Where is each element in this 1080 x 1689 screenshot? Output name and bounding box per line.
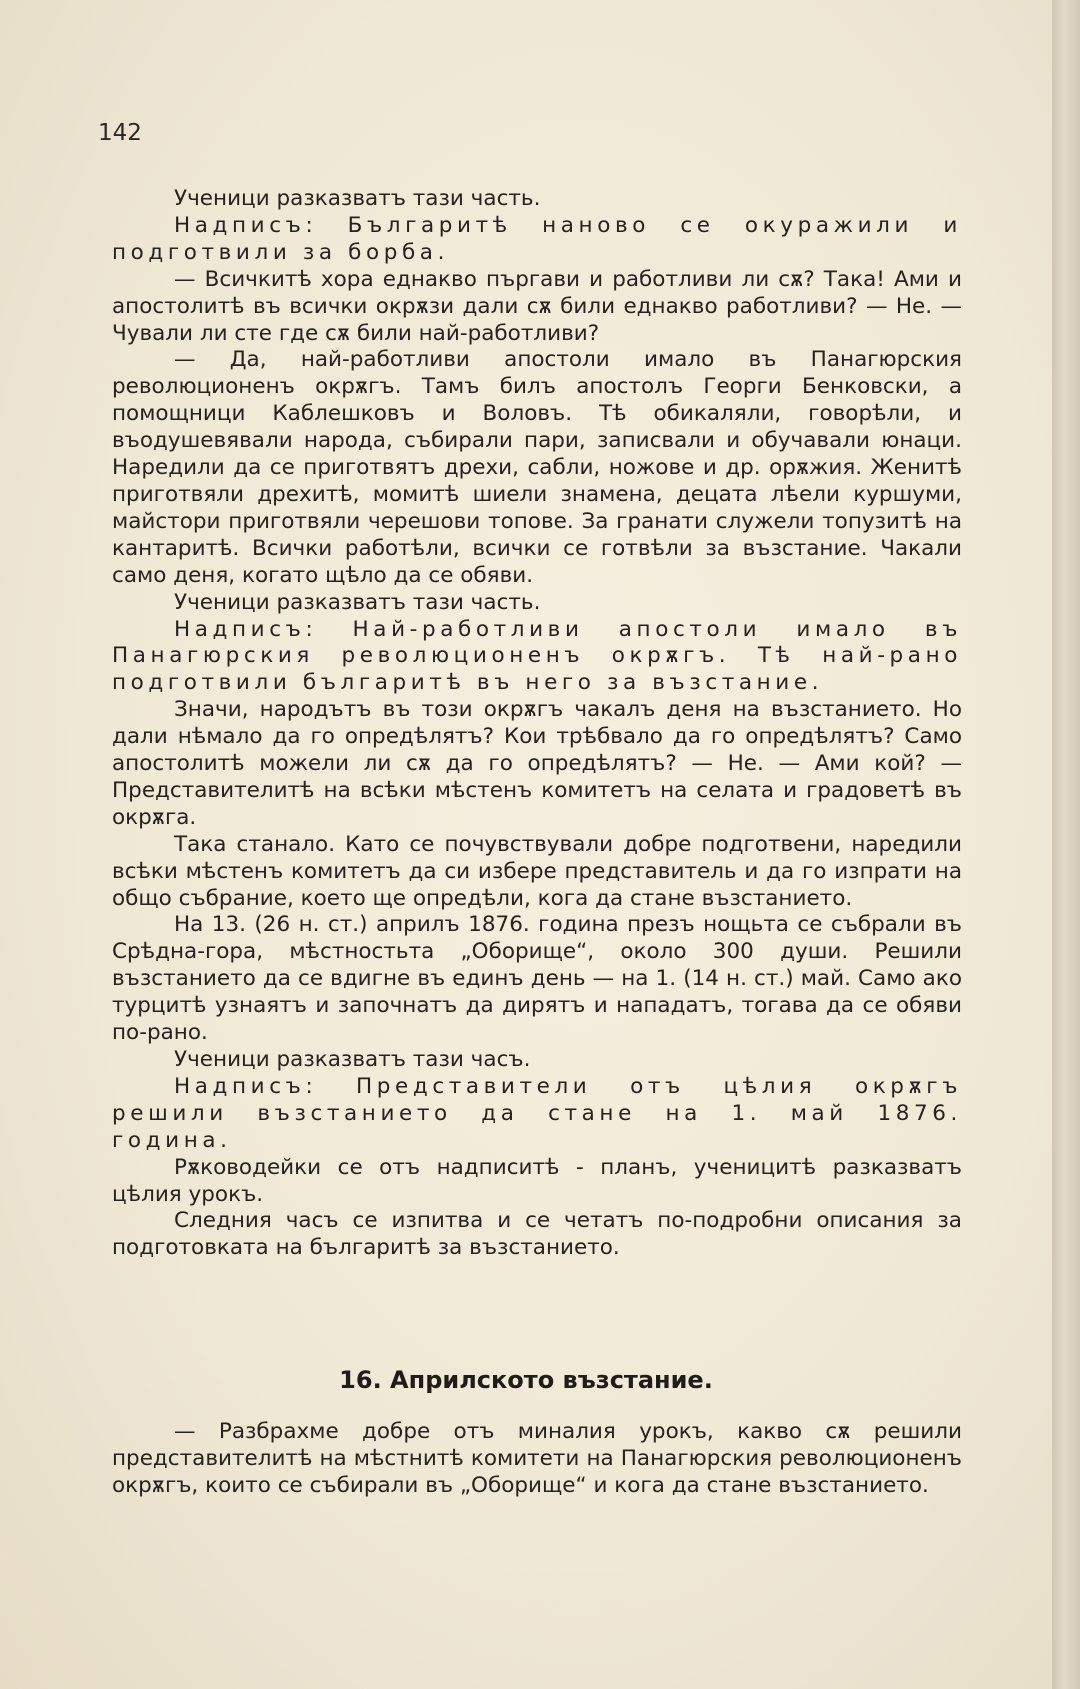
section-heading: 16. Априлското възстание. xyxy=(339,1366,713,1394)
paragraph: Рѫководейки се отъ надписитѣ - планъ, ученицитѣ разказватъ цѣлия урокъ. xyxy=(112,1154,962,1207)
paragraph: — Да, най-работливи апостоли имало въ Панагюрския революционенъ окрѫгъ. Тамъ билъ апостолъ Георги Бенковски, а помощници Каблешковъ и Воловъ. Тѣ обикаляли, говорѣли, и въодушевявали народа, събирали пари, записвали и обучавали юнаци. Наредили да се приготвятъ дрехи, сабли, ножове и др. орѫжия. Женитѣ приготвяли дрехитѣ, момитѣ шиели знамена, децата лѣели куршуми, майстори приготвяли черешови топове. За гранати служели топузитѣ на кантаритѣ. Всички работѣли, всички се готвѣли за възстание. Чакали само деня, когато щѣло да се обяви. xyxy=(112,347,962,588)
paragraph: Значи, народътъ въ този окрѫгъ чакалъ деня на възстанието. Но дали нѣмало да го опредѣлятъ? Кои трѣбвало да го опредѣлятъ? Само апостолитѣ можели ли сѫ да го опредѣлятъ? — Не. — Ами кой? — Представителитѣ на всѣки мѣстенъ комитетъ на селата и градоветѣ въ окрѫга. xyxy=(112,697,962,830)
page-number: 142 xyxy=(98,120,142,146)
paragraph: Следния часъ се изпитва и се четатъ по-подробни описания за подготовката на българитѣ за възстанието. xyxy=(112,1208,962,1261)
paragraph: Ученици разказватъ тази часть. xyxy=(174,589,541,615)
page-edge xyxy=(1052,0,1080,1689)
caption-paragraph: Надписъ: Най-работливи апостоли имало въ Панагюрския революционенъ окрѫгъ. Тѣ най-рано подготвили българитѣ въ него за възстание. xyxy=(112,616,962,696)
paragraph: Така станало. Като се почувствували добре подготвени, наредили всѣки мѣстенъ комитетъ да си избере представитель и да го изпрати на общо събрание, което ще опредѣли, кога да стане възстанието. xyxy=(112,831,962,911)
paragraph: На 13. (26 н. ст.) априлъ 1876. година презъ нощьта се събрали въ Срѣдна-гора, мѣстностьта „Оборище“, около 300 души. Решили възстанието да се вдигне въ единъ день — на 1. (14 н. ст.) май. Само ако турцитѣ узнаятъ и започнатъ да дирятъ и нападатъ, тогава да се обяви по-рано. xyxy=(112,912,962,1046)
section-text xyxy=(112,1419,962,1500)
caption-paragraph: Надписъ: Представители отъ цѣлия окрѫгъ решили възстанието да стане на 1. май 1876. година. xyxy=(112,1073,962,1153)
paragraph: Ученици разказватъ тази часть. xyxy=(174,186,541,211)
paragraph: — Разбрахме добре отъ миналия урокъ, какво сѫ решили представителитѣ на мѣстнитѣ комитети на Панагюрския революционенъ окрѫгъ, които се събирали въ „Оборище“ и кога да стане възстанието. xyxy=(112,1419,962,1498)
paragraph: — Всичкитѣ хора еднакво пъргави и работливи ли сѫ? Така! Ами и апостолитѣ въ всички окрѫзи дали сѫ били еднакво работливи? — Не. — Чували ли сте где сѫ били най-работливи? xyxy=(112,266,962,346)
paragraph: Ученици разказватъ тази часъ. xyxy=(174,1047,531,1072)
caption-paragraph: Надписъ: Българитѣ наново се окуражили и подготвили за борба. xyxy=(112,212,962,265)
body-text xyxy=(112,186,962,1262)
